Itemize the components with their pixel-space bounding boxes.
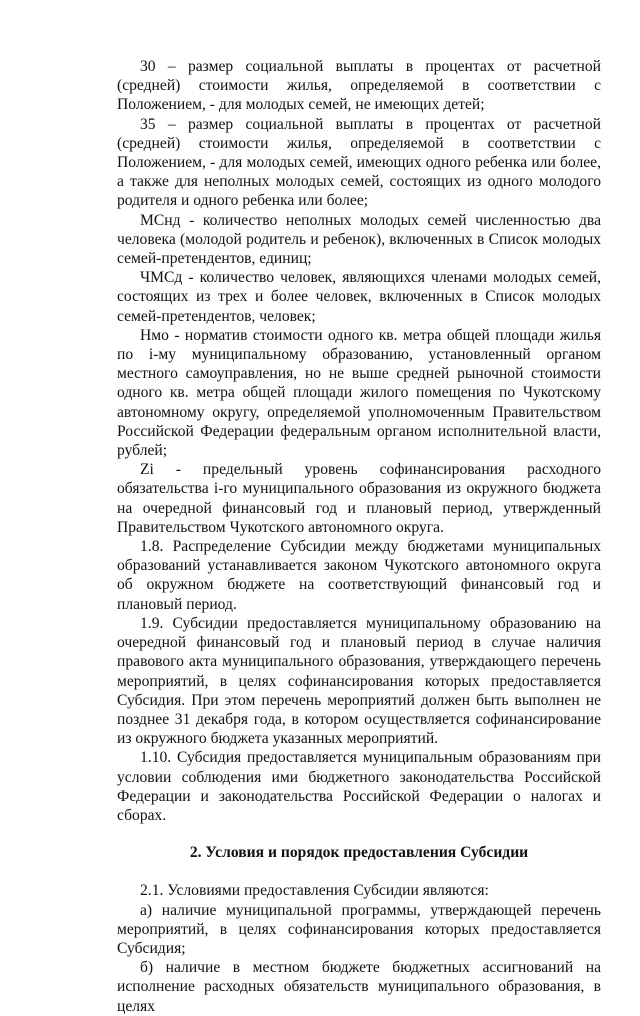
paragraph-2-1: 2.1. Условиями предоставления Субсидии являются: — [140, 882, 489, 900]
paragraph-1-8: 1.8. Распределение Субсидии между бюджетами муниципальных образований устанавливается законом Чукотского автономного округа об окружном бюджете на соответствующий финансовый год и плановый период. — [117, 538, 601, 613]
paragraph-2-1-b: б) наличие в местном бюджете бюджетных ассигнований на исполнение расходных обязательств муниципального образования, в целях — [117, 959, 601, 1015]
paragraph-1-10: 1.10. Субсидия предоставляется муниципальным образованиям при условии соблюдения ими бюджетного законодательства Российской Федерации и законодательства Российской Федерации о налогах и сборах. — [117, 749, 601, 824]
section-heading: 2. Условия и порядок предоставления Субсидии — [189, 844, 529, 862]
body-text-bottom — [117, 881, 601, 1015]
paragraph-payment-30: 30 – размер социальной выплаты в процентах от расчетной (средней) стоимости жилья, определяемой в соответствии с Положением, - для молодых семей, не имеющих детей; — [117, 58, 601, 114]
paragraph-payment-35: 35 – размер социальной выплаты в процентах от расчетной (средней) стоимости жилья, определяемой в соответствии с Положением, - для молодых семей, имеющих одного ребенка или более, а также для неполных молодых семей, состоящих из одного молодого родителя и одного ребенка или более; — [117, 115, 601, 210]
paragraph-msnd: МСнд - количество неполных молодых семей численностью два человека (молодой родитель и ребенок), включенных в Список молодых семей-претендентов, единиц; — [117, 211, 601, 268]
paragraph-1-9: 1.9. Субсидии предоставляется муниципальному образованию на очередной финансовый год и плановый период в случае наличия правового акта муниципального образования, утверждающего перечень мероприятий, в целях софинансирования которых предоставляется Субсидия. При этом перечень мероприятий должен быть выполнен не позднее 31 декабря года, в котором осуществляется софинансирование из окружного бюджета указанных мероприятий. — [117, 614, 601, 748]
body-text-top — [117, 57, 601, 825]
paragraph-2-1-a: а) наличие муниципальной программы, утверждающей перечень мероприятий, в целях софинансирования которых предоставляется Субсидия; — [117, 901, 601, 957]
paragraph-nmo: Нмо - норматив стоимости одного кв. метра общей площади жилья по i-му муниципальному образованию, установленный органом местного самоуправления, но не выше средней рыночной стоимости одного кв. метра общей площади жилого помещения по Чукотскому автономному округу, определяемой уполномоченным Правительством Российской Федерации федеральным органом исполнительной власти, рублей; — [117, 326, 601, 460]
paragraph-chmsd: ЧМСд - количество человек, являющихся членами молодых семей, состоящих из трех и более человек, включенных в Список молодых семей-претендентов, человек; — [117, 269, 601, 325]
paragraph-zi: Zi - предельный уровень софинансирования расходного обязательства i-го муниципального образования из окружного бюджета на очередной финансовый год и плановый период, утвержденный Правительством Чукотского автономного округа. — [117, 461, 601, 536]
